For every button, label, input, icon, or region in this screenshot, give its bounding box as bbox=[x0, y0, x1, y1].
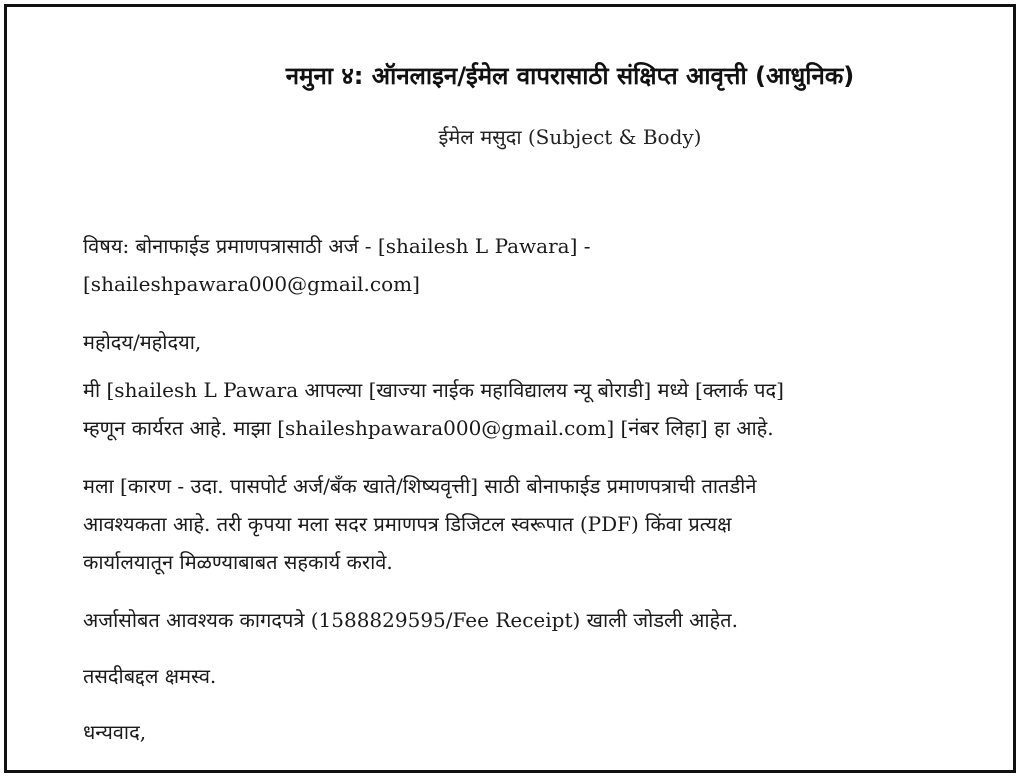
request-paragraph bbox=[83, 467, 983, 581]
attachments-paragraph bbox=[83, 601, 983, 639]
request-line: मला [कारण - उदा. पासपोर्ट अर्ज/बँक खाते/शिष्यवृत्ती] साठी बोनाफाईड प्रमाणपत्राची तातडीने bbox=[83, 474, 757, 498]
request-line: आवश्यकता आहे. तरी कृपया मला सदर प्रमाणपत्र डिजिटल स्वरूपात (PDF) किंवा प्रत्यक्ष bbox=[83, 512, 732, 536]
closing-line: धन्यवाद, bbox=[83, 720, 147, 744]
closing-paragraph bbox=[83, 713, 983, 751]
greeting-text: महोदय/महोदया, bbox=[83, 330, 202, 354]
apology-paragraph bbox=[83, 657, 983, 695]
intro-line: म्हणून कार्यरत आहे. माझा [shaileshpawara000@gmail.com] [नंबर लिहा] हा आहे. bbox=[83, 416, 774, 440]
email-greeting bbox=[83, 323, 983, 361]
intro-line: मी [shailesh L Pawara आपल्या [खाज्या नाईक महाविद्यालय न्यू बोराडी] मध्ये [क्लार्क पद] bbox=[83, 378, 784, 402]
email-subject-line: विषय: बोनाफाईड प्रमाणपत्रासाठी अर्ज - [shailesh L Pawara] - bbox=[83, 234, 591, 258]
attachments-line: अर्जासोबत आवश्यक कागदपत्रे (1588829595/Fee Receipt) खाली जोडली आहेत. bbox=[83, 608, 738, 632]
document-subtitle: ईमेल मसुदा (Subject & Body) bbox=[438, 125, 702, 149]
document-frame bbox=[4, 4, 1016, 773]
request-line: कार्यालयातून मिळण्याबाबत सहकार्य करावे. bbox=[83, 550, 393, 574]
document-title: नमुना ४: ऑनलाइन/ईमेल वापरासाठी संक्षिप्त आवृत्ती (आधुनिक) bbox=[285, 62, 855, 90]
email-subject bbox=[83, 227, 983, 303]
intro-paragraph bbox=[83, 371, 983, 447]
apology-line: तसदीबद्दल क्षमस्व. bbox=[83, 664, 217, 688]
email-subject-line: [shaileshpawara000@gmail.com] bbox=[83, 272, 420, 296]
